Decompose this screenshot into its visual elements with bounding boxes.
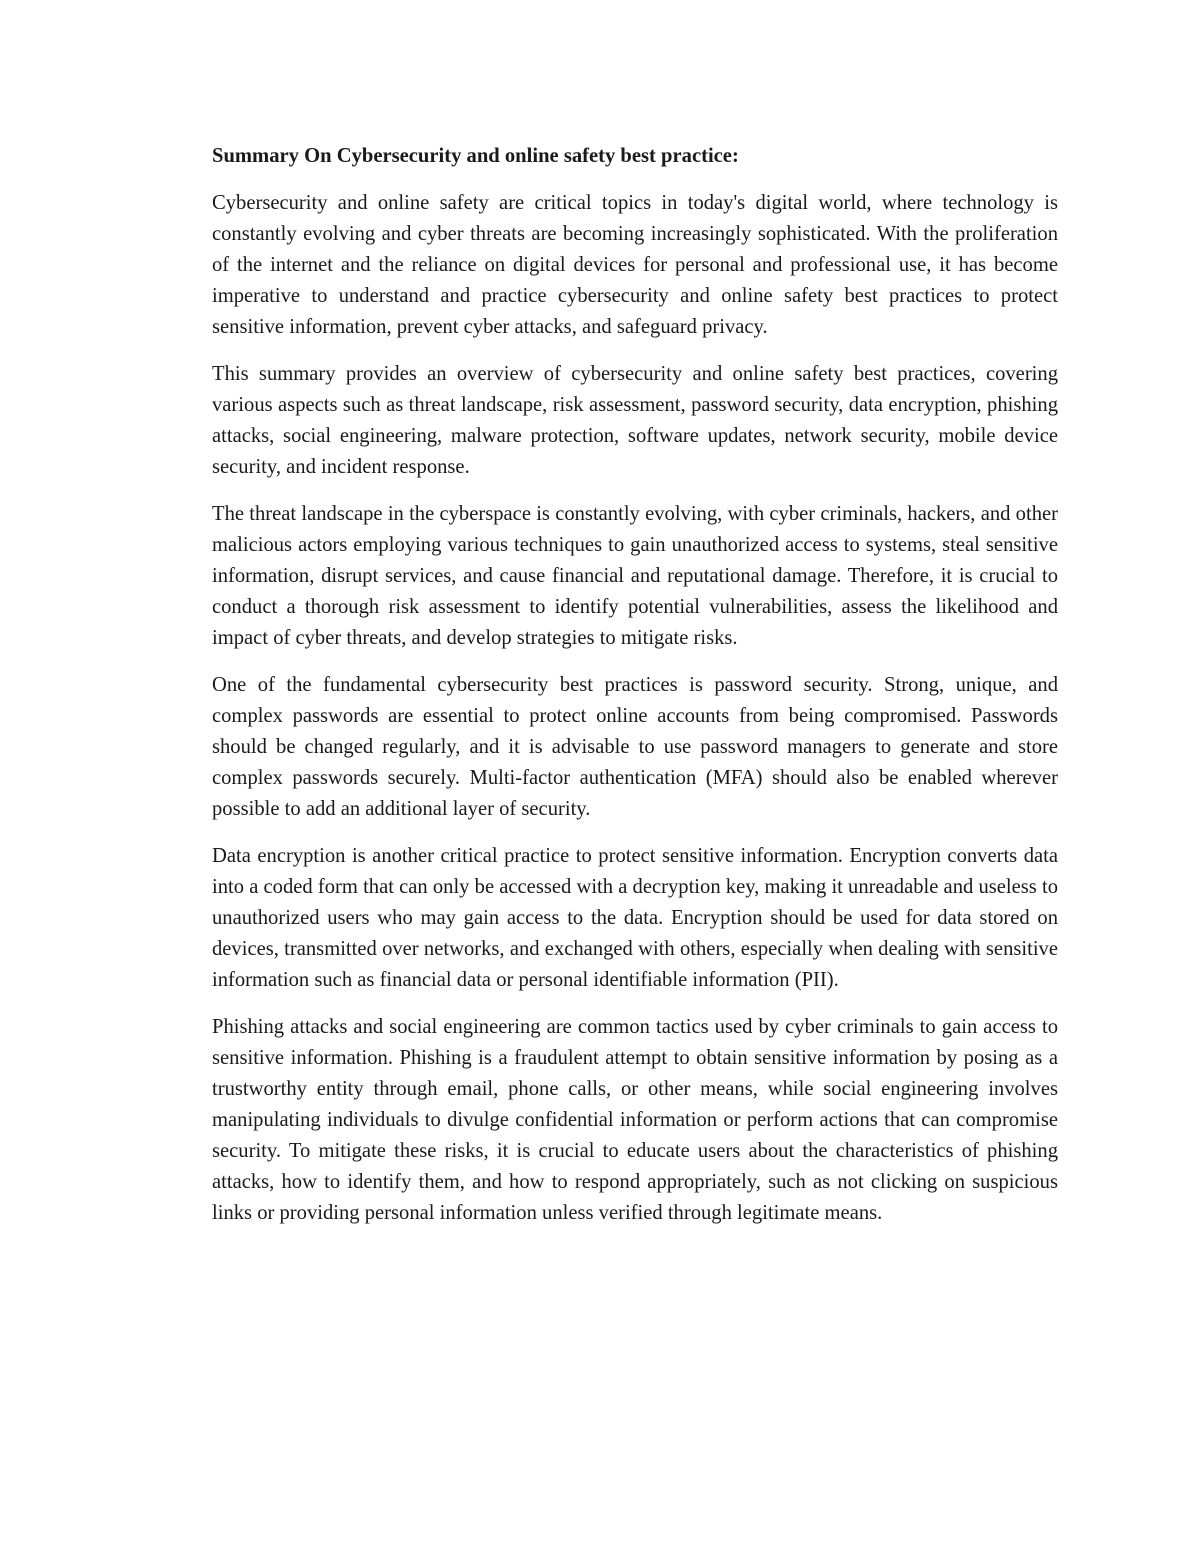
document-body <box>212 141 1058 1245</box>
paragraph-intro: Cybersecurity and online safety are critical topics in today's digital world, where technology is constantly evolving and cyber threats are becoming increasingly sophisticated. With the proliferation of the internet and the reliance on digital devices for personal and professional use, it has become imperative to understand and practice cybersecurity and online safety best practices to protect sensitive information, prevent cyber attacks, and safeguard privacy. <box>212 192 1058 338</box>
document-title: Summary On Cybersecurity and online safety best practice: <box>212 145 739 167</box>
paragraph-phishing: Phishing attacks and social engineering are common tactics used by cyber criminals to gain access to sensitive information. Phishing is a fraudulent attempt to obtain sensitive information by posing as a trustworthy entity through email, phone calls, or other means, while social engineering involves manipulating individuals to divulge confidential information or perform actions that can compromise security. To mitigate these risks, it is crucial to educate users about the characteristics of phishing attacks, how to identify them, and how to respond appropriately, such as not clicking on suspicious links or providing personal information unless verified through legitimate means. <box>212 1016 1058 1224</box>
paragraph-data-encryption: Data encryption is another critical practice to protect sensitive information. Encryption converts data into a coded form that can only be accessed with a decryption key, making it unreadable and useless to unauthorized users who may gain access to the data. Encryption should be used for data stored on devices, transmitted over networks, and exchanged with others, especially when dealing with sensitive information such as financial data or personal identifiable information (PII). <box>212 845 1058 991</box>
paragraph-overview: This summary provides an overview of cybersecurity and online safety best practices, covering various aspects such as threat landscape, risk assessment, password security, data encryption, phishing attacks, social engineering, malware protection, software updates, network security, mobile device security, and incident response. <box>212 363 1058 478</box>
paragraph-password-security: One of the fundamental cybersecurity best practices is password security. Strong, unique, and complex passwords are essential to protect online accounts from being compromised. Passwords should be changed regularly, and it is advisable to use password managers to generate and store complex passwords securely. Multi-factor authentication (MFA) should also be enabled wherever possible to add an additional layer of security. <box>212 674 1058 820</box>
paragraph-threat-landscape: The threat landscape in the cyberspace is constantly evolving, with cyber criminals, hackers, and other malicious actors employing various techniques to gain unauthorized access to systems, steal sensitive information, disrupt services, and cause financial and reputational damage. Therefore, it is crucial to conduct a thorough risk assessment to identify potential vulnerabilities, assess the likelihood and impact of cyber threats, and develop strategies to mitigate risks. <box>212 503 1058 649</box>
